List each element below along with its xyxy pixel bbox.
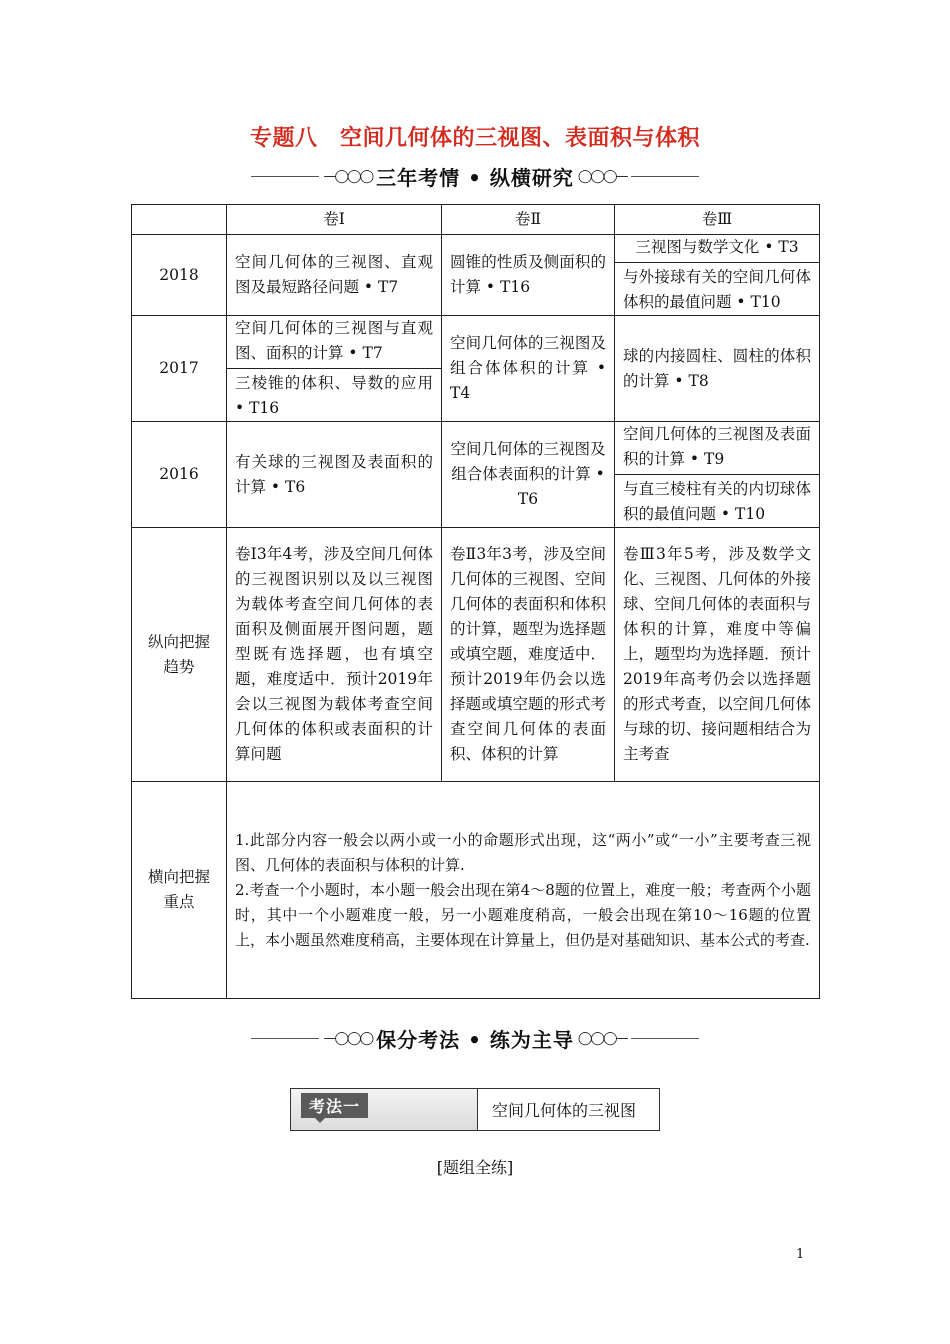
table-row-2018: [132, 235, 820, 316]
method-box: [290, 1088, 660, 1131]
banner-line: [631, 1038, 699, 1039]
table-row-trend: [132, 528, 820, 782]
method-title: 空间几何体的三视图: [492, 1101, 637, 1120]
cell-text: 球的内接圆柱、圆柱的体积的计算 • T8: [623, 346, 811, 390]
cell-text: 有关球的三视图及表面积的计算 • T6: [235, 452, 433, 496]
focus-label: 横向把握重点: [147, 868, 210, 911]
table-header-row: [132, 205, 820, 235]
header-cell-empty: [132, 205, 227, 235]
banner-line: [251, 176, 319, 177]
paper2-cell: [442, 316, 615, 422]
focus-label-cell: [132, 782, 227, 999]
header-cell-paper1: 卷Ⅰ: [227, 205, 442, 235]
banner-ornament-right: ◯◯◯—: [577, 169, 627, 184]
cell-text: 与外接球有关的空间几何体体积的最值问题 • T10: [623, 268, 811, 311]
cell-text: 三视图与数学文化 • T3: [615, 235, 819, 263]
cell-text: 空间几何体的三视图、直观图及最短路径问题 • T7: [235, 253, 433, 296]
trend-paper2-cell: 卷Ⅱ3年3考，涉及空间几何体的三视图、空间几何体的表面积和体积的计算，题型为选择题或填空题，难度适中．预计2019年仍会以选择题或填空题的形式考查空间几何体的表面积、体积的计算: [442, 528, 615, 782]
cell-text: 空间几何体的三视图及组合体体积的计算 • T4: [450, 334, 606, 402]
focus-point-2: 2.考查一个小题时，本小题一般会出现在第4～8题的位置上，难度一般；考查两个小题时，其中一个小题难度一般，另一小题难度稍高，一般会出现在第10～16题的位置上，本小题虽然难度稍高，主要体现在计算量上，但仍是对基础知识、基本公式的考查.: [235, 880, 811, 949]
table-row-2016: [132, 422, 820, 528]
cell-text: 三棱锥的体积、导数的应用 • T16: [235, 374, 433, 417]
year-cell: 2016: [132, 422, 227, 528]
cell-text: 与直三棱柱有关的内切球体积的最值问题 • T10: [623, 480, 811, 523]
method-tag-area: [291, 1089, 478, 1130]
paper3-cell: [615, 316, 820, 422]
year-cell: 2017: [132, 316, 227, 422]
table-row-2017: [132, 316, 820, 422]
table-row-focus: [132, 782, 820, 999]
focus-point-1: 1.此部分内容一般会以两小或一小的命题形式出现，这“两小”或“一小”主要考查三视图、几何体的表面积与体积的计算.: [235, 830, 811, 874]
exam-analysis-table: [131, 204, 820, 999]
paper2-cell: [442, 422, 615, 528]
trend-label: 纵向把握趋势: [147, 632, 210, 676]
cell-text: 空间几何体的三视图及组合体表面积的计算 • T6: [450, 440, 606, 508]
cell-text: 空间几何体的三视图及表面积的计算 • T9: [615, 422, 819, 475]
paper1-cell: [227, 422, 442, 528]
group-label: [题组全练]: [436, 1158, 514, 1177]
trend-paper3-cell: 卷Ⅲ3年5考，涉及数学文化、三视图、几何体的外接球、空间几何体的表面积与体积的计算，难度中等偏上，题型均为选择题．预计2019年高考仍会以选择题的形式考查，以空间几何体与球的切、接问题相结合为主考查: [615, 528, 820, 782]
banner-ornament-left: —◯◯◯: [323, 169, 373, 184]
banner-text: 三年考情 • 纵横研究: [376, 166, 574, 190]
paper3-cell: [615, 235, 820, 316]
banner-line: [631, 176, 699, 177]
focus-content-cell: [227, 782, 820, 999]
page-number: 1: [796, 1247, 805, 1262]
banner-ornament-left: —◯◯◯: [323, 1031, 373, 1046]
trend-label-cell: [132, 528, 227, 782]
header-cell-paper3: 卷Ⅲ: [615, 205, 820, 235]
method-tag-label: 考法一: [301, 1093, 368, 1118]
section-banner-trends: [0, 162, 950, 191]
cell-text: 圆锥的性质及侧面积的计算 • T16: [450, 253, 606, 296]
paper1-cell: [227, 235, 442, 316]
banner-line: [251, 1038, 319, 1039]
section-banner-methods: [0, 1024, 950, 1053]
paper1-cell: [227, 316, 442, 422]
banner-ornament-right: ◯◯◯—: [577, 1031, 627, 1046]
paper3-cell: [615, 422, 820, 528]
banner-text: 保分考法 • 练为主导: [376, 1028, 574, 1052]
paper2-cell: [442, 235, 615, 316]
trend-paper1-cell: 卷Ⅰ3年4考，涉及空间几何体的三视图识别以及以三视图为载体考查空间几何体的表面积及侧面展开图问题，题型既有选择题，也有填空题，难度适中．预计2019年会以三视图为载体考查空间几何体的体积或表面积的计算问题: [227, 528, 442, 782]
cell-text: 空间几何体的三视图与直观图、面积的计算 • T7: [227, 316, 441, 369]
page-title: 专题八 空间几何体的三视图、表面积与体积: [249, 126, 700, 151]
year-cell: 2018: [132, 235, 227, 316]
header-cell-paper2: 卷Ⅱ: [442, 205, 615, 235]
